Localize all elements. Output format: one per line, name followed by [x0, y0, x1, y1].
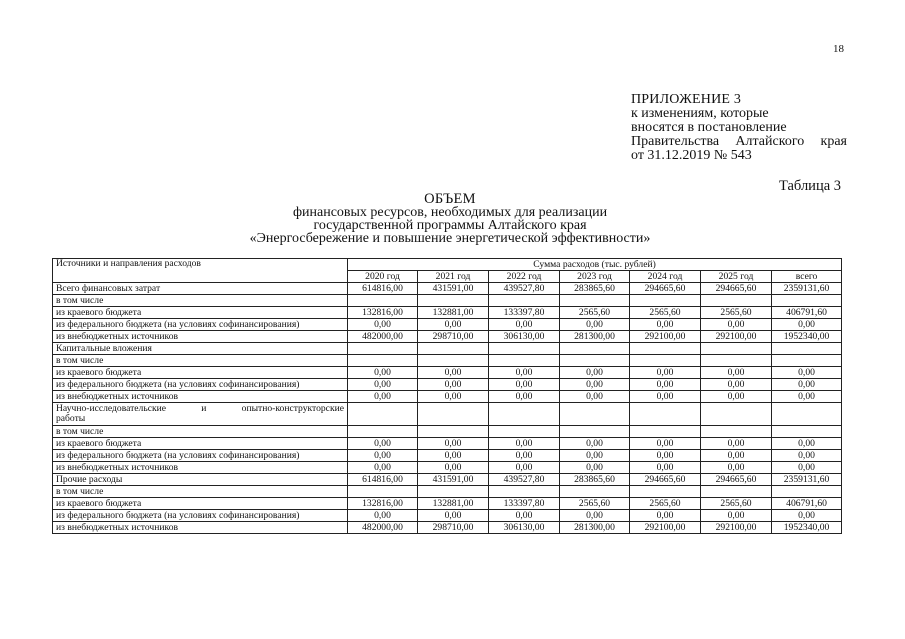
value-cell: 0,00 [701, 510, 772, 522]
row-label-line-1: Научно-исследовательские и опытно-конструкторские [56, 403, 344, 414]
value-cell: 0,00 [418, 450, 489, 462]
value-cell: 439527,80 [489, 474, 560, 486]
value-cell [418, 403, 489, 426]
value-cell: 2359131,60 [772, 474, 842, 486]
header-column: 2025 год [701, 271, 772, 283]
expenses-table [52, 258, 842, 534]
header-column: 2024 год [630, 271, 701, 283]
value-cell: 0,00 [348, 319, 418, 331]
value-cell: 431591,00 [418, 283, 489, 295]
value-cell: 133397,80 [489, 498, 560, 510]
value-cell: 0,00 [630, 379, 701, 391]
value-cell: 406791,60 [772, 307, 842, 319]
value-cell: 283865,60 [560, 474, 630, 486]
heading-line-1: финансовых ресурсов, необходимых для реализации [292, 205, 608, 220]
value-cell: 0,00 [630, 510, 701, 522]
value-cell [489, 295, 560, 307]
value-cell [772, 426, 842, 438]
value-cell [560, 295, 630, 307]
value-cell: 0,00 [560, 391, 630, 403]
row-label: из внебюджетных источников [53, 391, 348, 403]
value-cell: 0,00 [418, 379, 489, 391]
row-label: из краевого бюджета [53, 438, 348, 450]
value-cell: 281300,00 [560, 331, 630, 343]
value-cell: 614816,00 [348, 474, 418, 486]
value-cell [348, 343, 418, 355]
value-cell: 0,00 [560, 450, 630, 462]
value-cell: 0,00 [772, 391, 842, 403]
value-cell: 0,00 [418, 319, 489, 331]
value-cell [630, 295, 701, 307]
table-row [53, 391, 842, 403]
value-cell: 0,00 [560, 367, 630, 379]
value-cell: 2359131,60 [772, 283, 842, 295]
header-column: всего [772, 271, 842, 283]
value-cell [701, 486, 772, 498]
value-cell: 0,00 [772, 438, 842, 450]
value-cell: 0,00 [630, 438, 701, 450]
value-cell: 294665,60 [701, 474, 772, 486]
value-cell [772, 355, 842, 367]
value-cell [348, 355, 418, 367]
row-label: Прочие расходы [53, 474, 348, 486]
table-row [53, 474, 842, 486]
value-cell: 0,00 [560, 438, 630, 450]
value-cell: 2565,60 [701, 498, 772, 510]
value-cell: 0,00 [772, 510, 842, 522]
value-cell [772, 295, 842, 307]
table-row [53, 403, 842, 426]
value-cell: 0,00 [418, 462, 489, 474]
value-cell: 0,00 [489, 462, 560, 474]
value-cell [489, 426, 560, 438]
appendix-line-4: от 31.12.2019 № 543 [631, 148, 752, 163]
table-row [53, 343, 842, 355]
value-cell: 298710,00 [418, 331, 489, 343]
value-cell: 1952340,00 [772, 522, 842, 534]
table-row [53, 367, 842, 379]
value-cell [560, 426, 630, 438]
value-cell: 298710,00 [418, 522, 489, 534]
table-row [53, 307, 842, 319]
value-cell: 0,00 [701, 462, 772, 474]
value-cell: 0,00 [348, 391, 418, 403]
value-cell: 0,00 [560, 510, 630, 522]
value-cell: 0,00 [418, 510, 489, 522]
value-cell: 0,00 [772, 450, 842, 462]
value-cell: 0,00 [489, 450, 560, 462]
value-cell [418, 343, 489, 355]
value-cell: 132816,00 [348, 498, 418, 510]
row-label: в том числе [53, 295, 348, 307]
value-cell [489, 355, 560, 367]
table-row [53, 462, 842, 474]
value-cell: 0,00 [701, 319, 772, 331]
value-cell: 0,00 [560, 462, 630, 474]
value-cell: 0,00 [630, 450, 701, 462]
appendix-line-1: к изменениям, которые [631, 106, 769, 121]
value-cell: 132816,00 [348, 307, 418, 319]
value-cell: 306130,00 [489, 522, 560, 534]
table-label: Таблица 3 [779, 178, 842, 194]
value-cell: 439527,80 [489, 283, 560, 295]
value-cell: 0,00 [489, 367, 560, 379]
value-cell: 294665,60 [630, 283, 701, 295]
header-column: 2021 год [418, 271, 489, 283]
table-row [53, 331, 842, 343]
value-cell: 0,00 [772, 379, 842, 391]
table-row [53, 498, 842, 510]
value-cell: 0,00 [418, 391, 489, 403]
value-cell [701, 403, 772, 426]
value-cell: 614816,00 [348, 283, 418, 295]
value-cell: 0,00 [348, 510, 418, 522]
row-label: из федерального бюджета (на условиях софинансирования) [53, 510, 348, 522]
row-label: из краевого бюджета [53, 498, 348, 510]
header-column: 2023 год [560, 271, 630, 283]
value-cell: 0,00 [630, 391, 701, 403]
page-number: 18 [833, 43, 844, 55]
table-row [53, 295, 842, 307]
row-label: из федерального бюджета (на условиях софинансирования) [53, 450, 348, 462]
row-label: из федерального бюджета (на условиях софинансирования) [53, 379, 348, 391]
value-cell [772, 486, 842, 498]
value-cell [560, 403, 630, 426]
value-cell: 0,00 [701, 379, 772, 391]
value-cell: 2565,60 [630, 498, 701, 510]
row-label: из краевого бюджета [53, 307, 348, 319]
table-row [53, 379, 842, 391]
value-cell: 0,00 [348, 379, 418, 391]
value-cell: 306130,00 [489, 331, 560, 343]
value-cell: 132881,00 [418, 498, 489, 510]
value-cell [560, 486, 630, 498]
row-label: Капитальные вложения [53, 343, 348, 355]
table-row [53, 522, 842, 534]
row-label: из внебюджетных источников [53, 462, 348, 474]
value-cell [560, 355, 630, 367]
value-cell [418, 355, 489, 367]
value-cell: 281300,00 [560, 522, 630, 534]
row-label: в том числе [53, 486, 348, 498]
value-cell: 482000,00 [348, 522, 418, 534]
value-cell: 0,00 [701, 450, 772, 462]
appendix-line-2: вносятся в постановление [631, 120, 787, 135]
value-cell: 0,00 [489, 391, 560, 403]
row-label-line-2: работы [56, 413, 86, 424]
value-cell [701, 355, 772, 367]
table-row [53, 283, 842, 295]
row-label: из федерального бюджета (на условиях софинансирования) [53, 319, 348, 331]
value-cell: 0,00 [701, 438, 772, 450]
value-cell: 0,00 [348, 462, 418, 474]
value-cell: 0,00 [489, 379, 560, 391]
value-cell [348, 403, 418, 426]
value-cell [348, 295, 418, 307]
value-cell: 283865,60 [560, 283, 630, 295]
value-cell: 0,00 [560, 379, 630, 391]
value-cell: 431591,00 [418, 474, 489, 486]
row-label: Всего финансовых затрат [53, 283, 348, 295]
table-row [53, 510, 842, 522]
header-sum: Сумма расходов (тыс. рублей) [348, 259, 842, 271]
value-cell [489, 486, 560, 498]
value-cell: 2565,60 [560, 307, 630, 319]
row-label: из краевого бюджета [53, 367, 348, 379]
value-cell [348, 486, 418, 498]
value-cell [630, 426, 701, 438]
value-cell: 292100,00 [701, 522, 772, 534]
value-cell [630, 343, 701, 355]
value-cell [348, 426, 418, 438]
value-cell: 406791,60 [772, 498, 842, 510]
heading-title: ОБЪЕМ [424, 191, 476, 207]
value-cell: 292100,00 [630, 331, 701, 343]
value-cell: 0,00 [489, 438, 560, 450]
row-label: из внебюджетных источников [53, 522, 348, 534]
value-cell: 133397,80 [489, 307, 560, 319]
value-cell [418, 486, 489, 498]
table-row [53, 486, 842, 498]
value-cell [630, 486, 701, 498]
value-cell: 0,00 [772, 367, 842, 379]
table-row [53, 438, 842, 450]
value-cell: 0,00 [489, 319, 560, 331]
value-cell: 0,00 [418, 438, 489, 450]
value-cell: 2565,60 [630, 307, 701, 319]
value-cell [772, 403, 842, 426]
value-cell: 0,00 [630, 462, 701, 474]
value-cell: 482000,00 [348, 331, 418, 343]
value-cell: 0,00 [630, 367, 701, 379]
row-label [53, 403, 348, 426]
value-cell: 0,00 [418, 367, 489, 379]
value-cell [418, 295, 489, 307]
value-cell [772, 343, 842, 355]
value-cell: 0,00 [701, 391, 772, 403]
value-cell [630, 403, 701, 426]
value-cell: 0,00 [701, 367, 772, 379]
heading-line-2: государственной программы Алтайского края [313, 218, 587, 233]
appendix-block [631, 93, 847, 163]
value-cell: 0,00 [348, 367, 418, 379]
value-cell [701, 343, 772, 355]
value-cell: 0,00 [348, 450, 418, 462]
value-cell: 292100,00 [701, 331, 772, 343]
value-cell: 0,00 [772, 462, 842, 474]
row-label: из внебюджетных источников [53, 331, 348, 343]
header-column: 2020 год [348, 271, 418, 283]
value-cell: 0,00 [772, 319, 842, 331]
value-cell: 0,00 [630, 319, 701, 331]
value-cell [701, 426, 772, 438]
header-source: Источники и направления расходов [53, 259, 348, 283]
value-cell: 0,00 [489, 510, 560, 522]
table-row [53, 319, 842, 331]
value-cell [630, 355, 701, 367]
table-body [53, 283, 842, 534]
value-cell: 2565,60 [701, 307, 772, 319]
value-cell: 0,00 [560, 319, 630, 331]
appendix-line-3: Правительства Алтайского края [631, 134, 847, 149]
value-cell: 0,00 [348, 438, 418, 450]
table-row [53, 426, 842, 438]
value-cell: 2565,60 [560, 498, 630, 510]
table-row [53, 355, 842, 367]
header-column: 2022 год [489, 271, 560, 283]
document-heading [200, 193, 700, 245]
value-cell [701, 295, 772, 307]
value-cell [418, 426, 489, 438]
heading-line-3: «Энергосбережение и повышение энергетической эффективности» [249, 231, 651, 246]
value-cell [489, 343, 560, 355]
value-cell: 294665,60 [701, 283, 772, 295]
row-label: в том числе [53, 355, 348, 367]
value-cell: 132881,00 [418, 307, 489, 319]
table-row [53, 450, 842, 462]
value-cell [489, 403, 560, 426]
value-cell: 294665,60 [630, 474, 701, 486]
value-cell: 1952340,00 [772, 331, 842, 343]
value-cell [560, 343, 630, 355]
appendix-title: ПРИЛОЖЕНИЕ 3 [631, 92, 742, 107]
value-cell: 292100,00 [630, 522, 701, 534]
row-label: в том числе [53, 426, 348, 438]
